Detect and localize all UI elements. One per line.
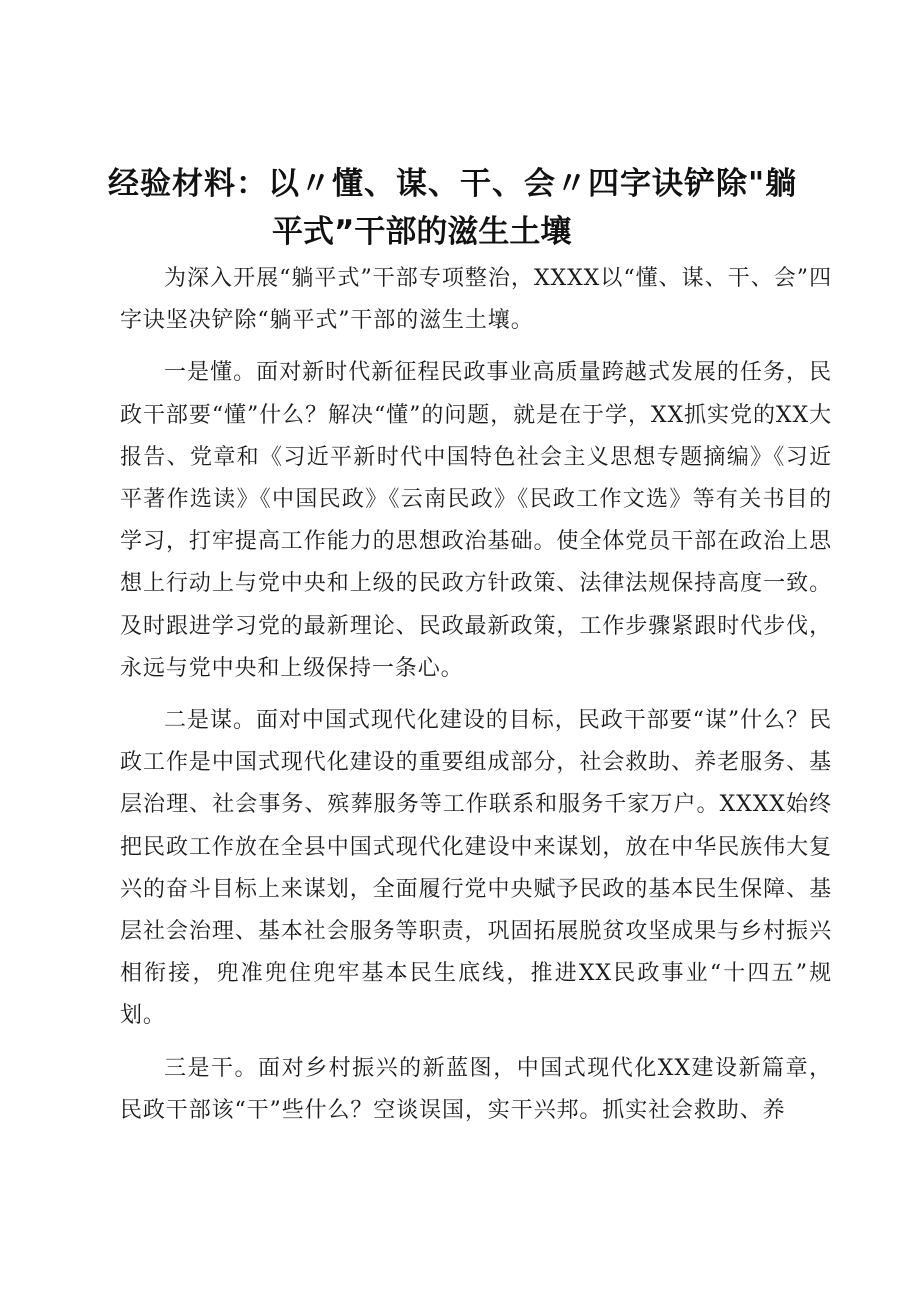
title-line-2: 平式”干部的滋生土壤 (272, 214, 572, 250)
title-line-1: 经验材料：以〃懂、谋、干、会〃四字诀铲除"躺 (108, 166, 798, 202)
document-body (120, 258, 832, 1142)
paragraph-understand: 一是懂。面对新时代新征程民政事业高质量跨越式发展的任务，民政干部要“懂”什么？解决“懂”的问题，就是在于学，XX抓实党的XX大报告、党章和《习近平新时代中国特色社会主义思想专题摘编》《习近平著作选读》《中国民政》《云南民政》《民政工作文选》等有关书目的学习，打牢提高工作能力的思想政治基础。使全体党员干部在政治上思想上行动上与党中央和上级的民政方针政策、法律法规保持高度一致。及时跟进学习党的最新理论、民政最新政策，工作步骤紧跟时代步伐，永远与党中央和上级保持一条心。 (120, 360, 832, 681)
paragraph-act: 三是干。面对乡村振兴的新蓝图，中国式现代化XX建设新篇章，民政干部该“干”些什么？空谈误国，实干兴邦。抓实社会救助、养 (120, 1055, 832, 1123)
document-title (108, 160, 824, 256)
paragraph-intro: 为深入开展“躺平式”干部专项整治，XXXX以“懂、谋、干、会”四字诀坚决铲除“躺平式”干部的滋生土壤。 (120, 266, 832, 334)
paragraph-plan: 二是谋。面对中国式现代化建设的目标，民政干部要“谋”什么？民政工作是中国式现代化建设的重要组成部分，社会救助、养老服务、基层治理、社会事务、殡葬服务等工作联系和服务千家万户。XXXX始终把民政工作放在全县中国式现代化建设中来谋划，放在中华民族伟大复兴的奋斗目标上来谋划，全面履行党中央赋予民政的基本民生保障、基层社会治理、基本社会服务等职责，巩固拓展脱贫攻坚成果与乡村振兴相衔接，兜准兜住兜牢基本民生底线，推进XX民政事业“十四五”规划。 (120, 708, 832, 1029)
